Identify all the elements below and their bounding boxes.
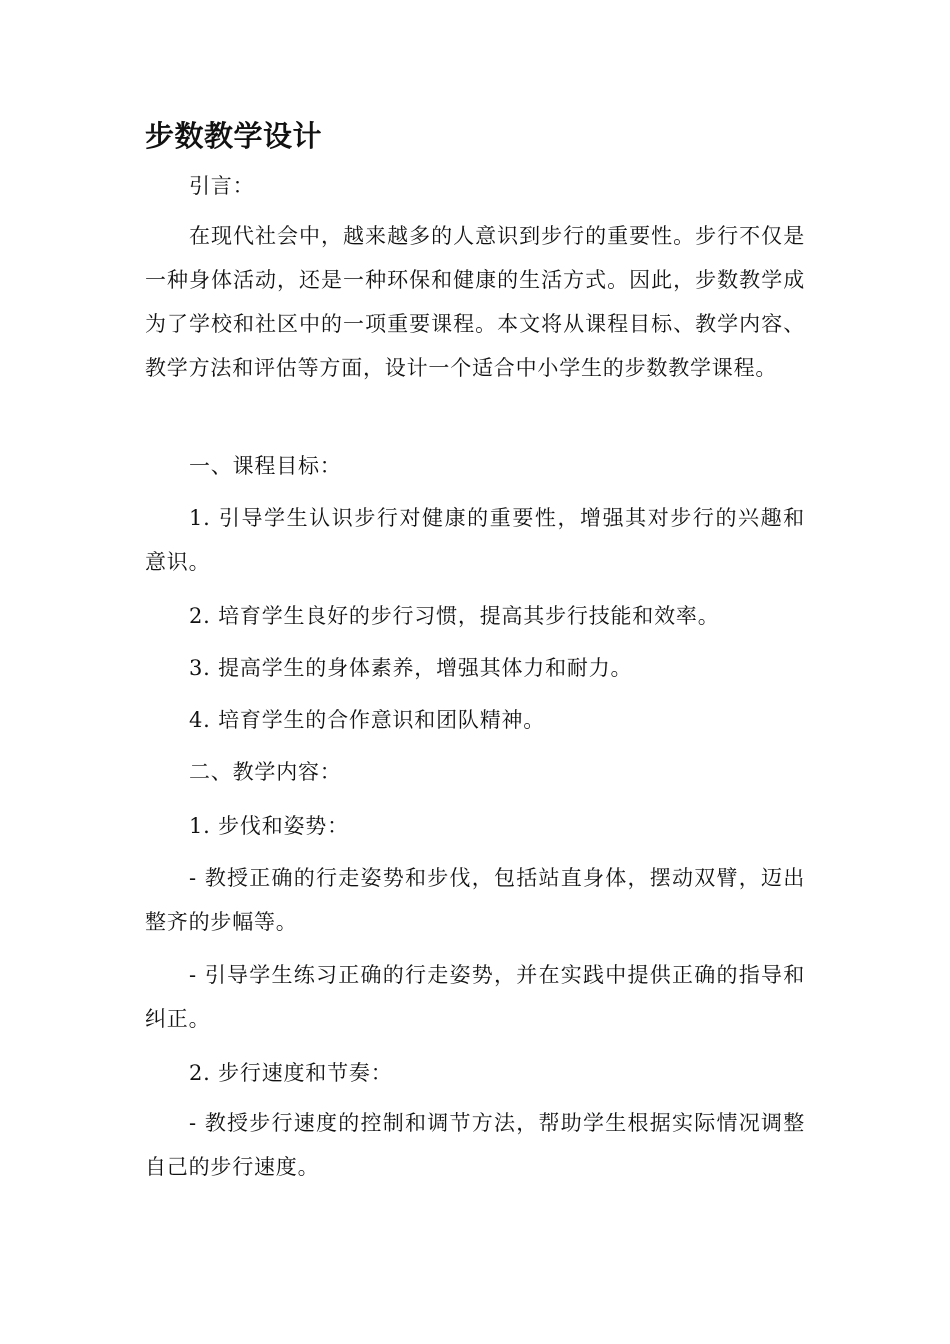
goal-item-2: 2. 培育学生良好的步行习惯，提高其步行技能和效率。 (189, 604, 720, 628)
goal-item-1: 1. 引导学生认识步行对健康的重要性，增强其对步行的兴趣和意识。 (145, 506, 805, 574)
section-heading-course-goals: 一、课程目标： (189, 454, 342, 478)
content-item-1-point-1: - 教授正确的行走姿势和步伐，包括站直身体，摆动双臂，迈出整齐的步幅等。 (145, 866, 805, 934)
paragraph-intro-heading: 引言： (189, 174, 255, 198)
content-item-2-heading: 2. 步行速度和节奏： (189, 1061, 393, 1085)
section-heading-teaching-content: 二、教学内容： (189, 760, 342, 784)
paragraph-intro-body: 在现代社会中，越来越多的人意识到步行的重要性。步行不仅是一种身体活动，还是一种环保和健康的生活方式。因此，步数教学成为了学校和社区中的一项重要课程。本文将从课程目标、教学内容、教学方法和评估等方面，设计一个适合中小学生的步数教学课程。 (145, 224, 805, 380)
document-title: 步数教学设计 (145, 119, 323, 153)
content-item-1-point-2: - 引导学生练习正确的行走姿势，并在实践中提供正确的指导和纠正。 (145, 963, 805, 1031)
goal-item-3: 3. 提高学生的身体素养，增强其体力和耐力。 (189, 656, 633, 680)
goal-item-4: 4. 培育学生的合作意识和团队精神。 (189, 708, 546, 732)
content-item-2-point-1: - 教授步行速度的控制和调节方法，帮助学生根据实际情况调整自己的步行速度。 (145, 1111, 805, 1179)
content-item-1-heading: 1. 步伐和姿势： (189, 814, 349, 838)
